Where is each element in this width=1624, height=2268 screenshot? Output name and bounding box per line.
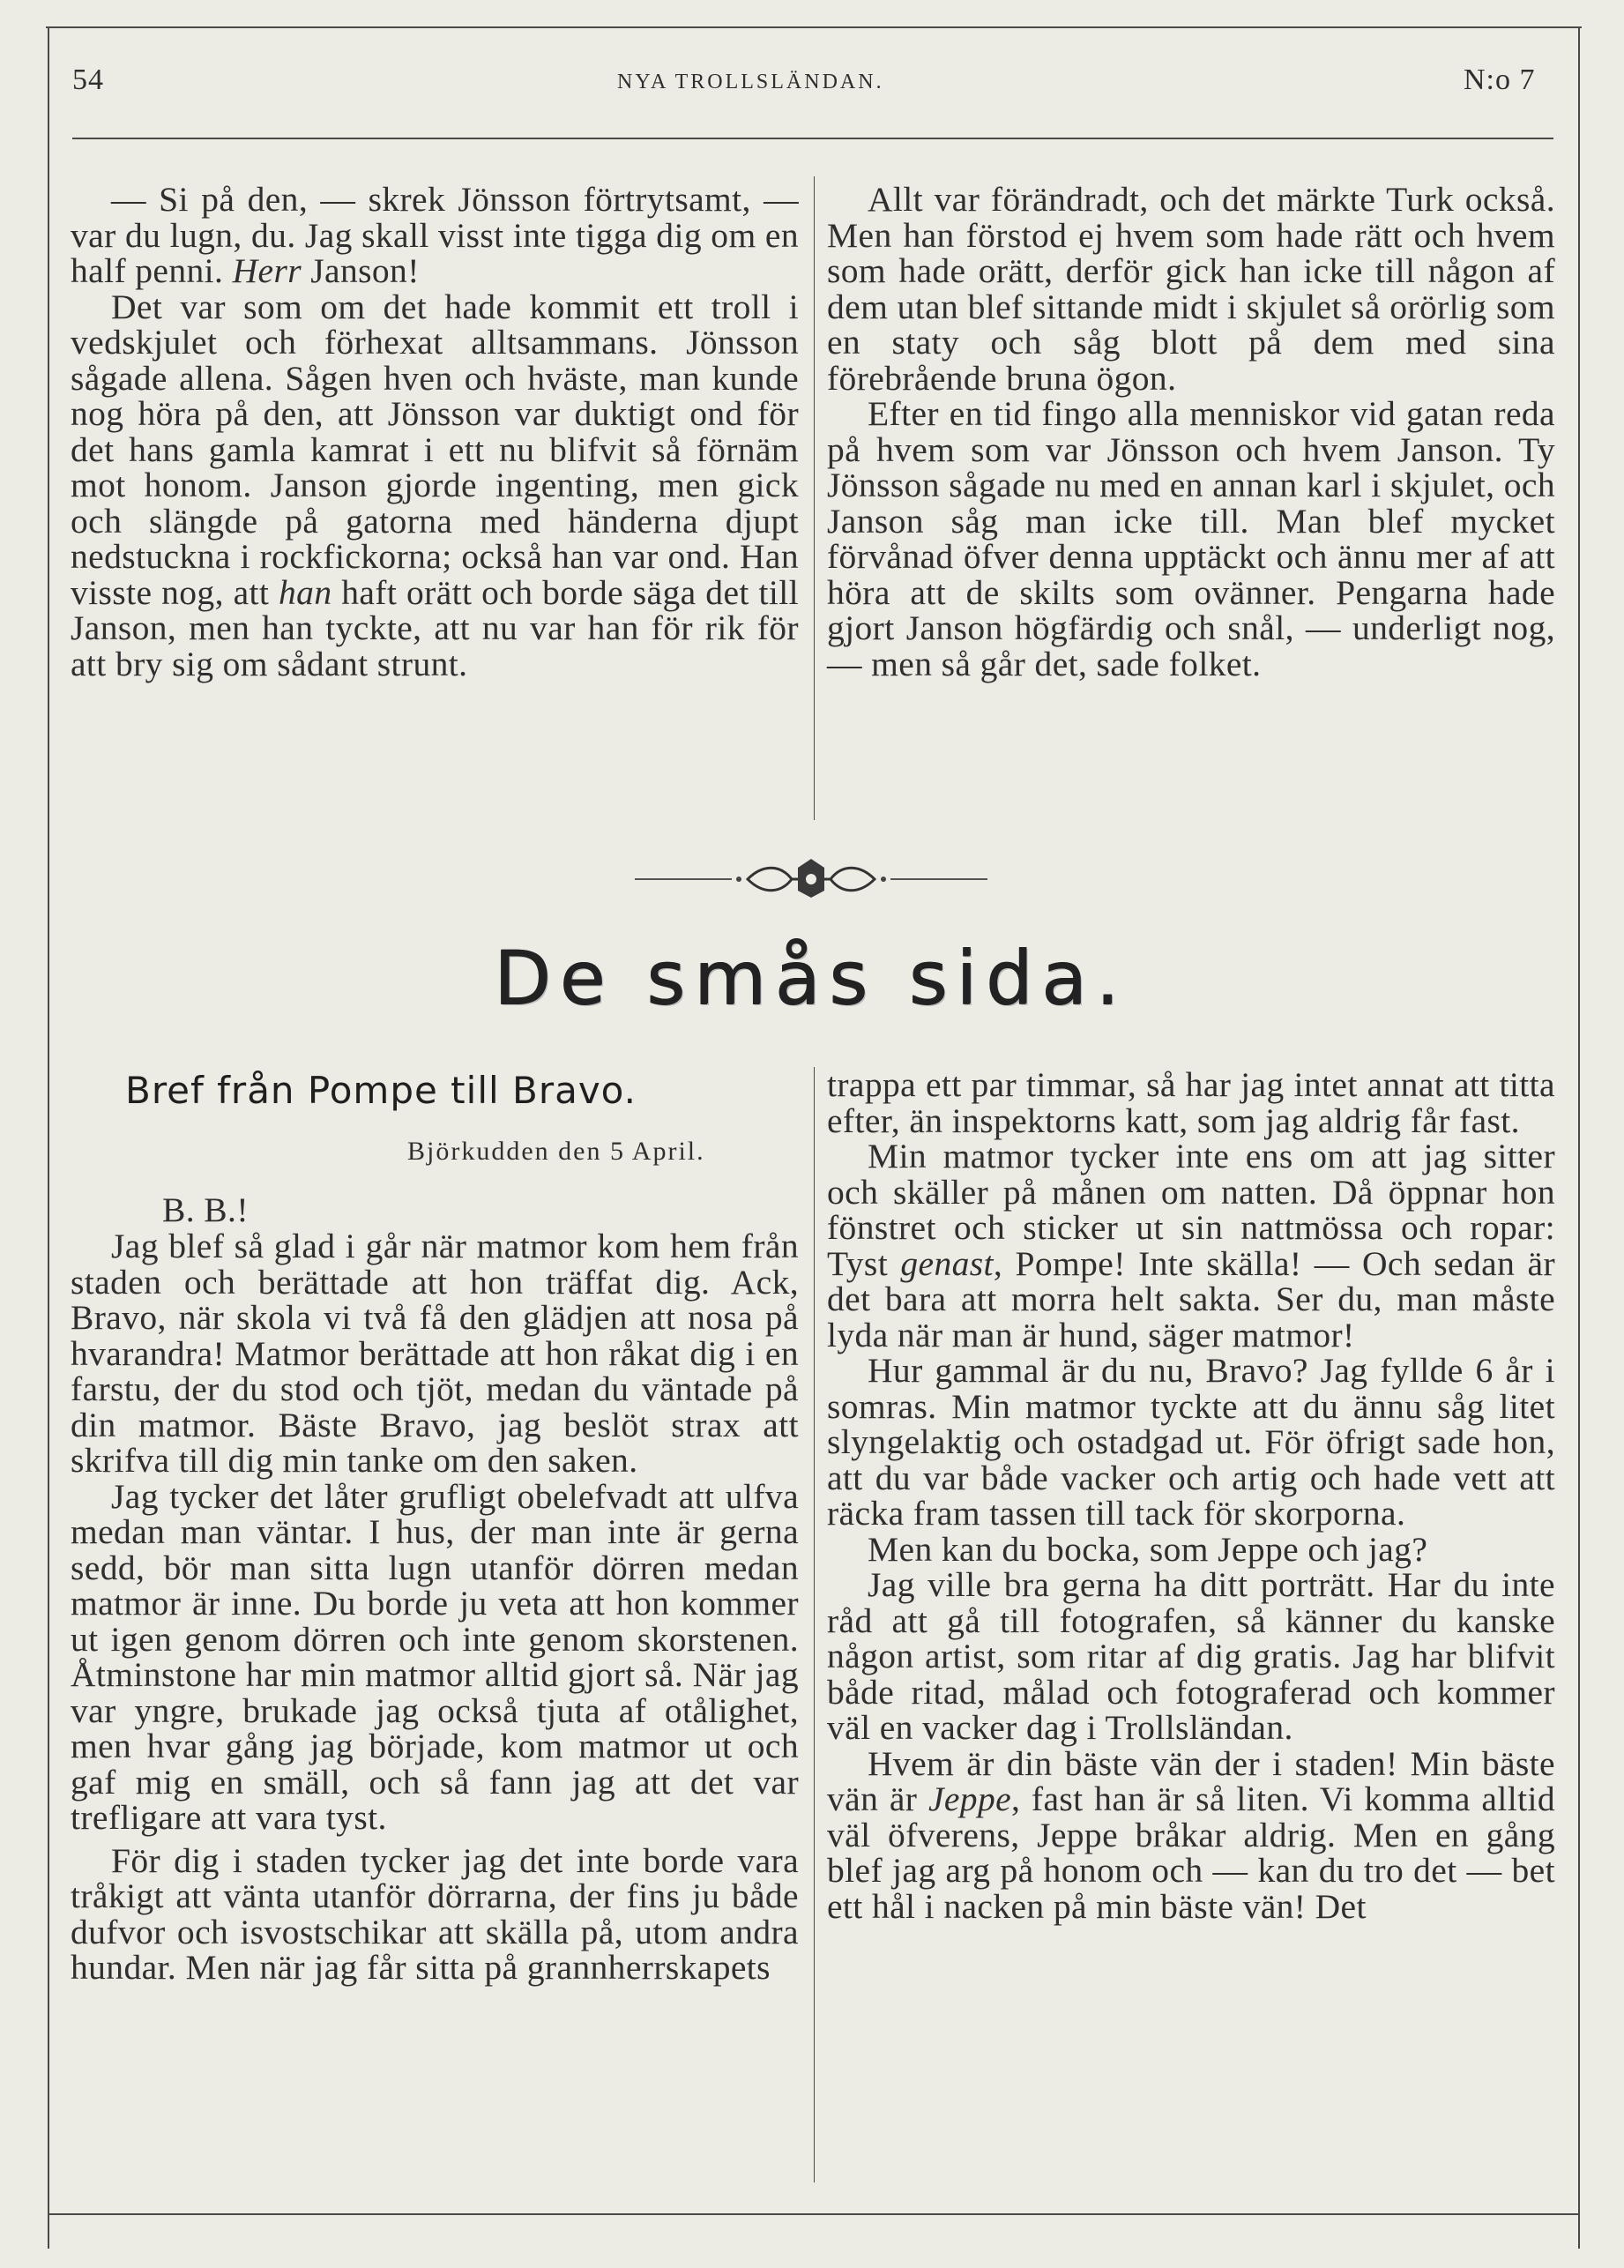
top-column-divider bbox=[814, 176, 815, 820]
letter-paragraph: Min matmor tycker inte ens om att jag sitter och skäller på månen om natten. Då öppnar hon fönstret och sticker ut sin nattmössa och ropar: Tyst genast, Pompe! Inte skälla! — Och sedan är det bara att morra helt sakta. Ser du, man måste lyda när man är hund, säger matmor! bbox=[827, 1137, 1556, 1354]
story-paragraph: Allt var förändradt, och det märkte Turk också. Men han förstod ej hvem som hade rätt och hvem som hade orätt, derför gick han icke till någon af dem utan blef sittande midt i skjulet så orörlig som en staty och såg blott på dem med sina förebrående bruna ögon. bbox=[827, 180, 1555, 398]
bottom-column-divider bbox=[814, 1067, 815, 2182]
story-paragraph: Det var som om det hade kommit ett troll i vedskjulet och förhexat alltsammans. Jönsson sågade allena. Sågen hven och hväste, man kunde nog höra på den, att Jönsson var duktigt ond för det hans gamla kamrat i ett nu blifvit så förnäm mot honom. Janson gjorde ingenting, men gick och slängde på gatorna med händerna djupt nedstuckna i rockfickorna; också han var ond. Han visste nog, att han haft orätt och borde säga det till Janson, men han tyckte, att nu var han för rik för att bry sig om sådant strunt. bbox=[71, 287, 800, 683]
issue-number: N:o 7 bbox=[1464, 63, 1536, 96]
letter-paragraph: Hvem är din bäste vän der i staden! Min bäste vän är Jeppe, fast han är så liten. Vi komma alltid väl öfverens, Jeppe bråkar aldrig. Men en gång blef jag arg på honom och — kan du tro det — bet ett hål i nacken på min bäste vän! Det bbox=[827, 1743, 1555, 1926]
letter-paragraph: Hur gammal är du nu, Bravo? Jag fyllde 6 år i somras. Min matmor tyckte att du ännu såg litet slyngelaktig och ostadgad ut. För öfrigt sade hon, att du var både vacker och artig och hade vett att räcka fram tassen till tack för skorporna. bbox=[827, 1351, 1555, 1533]
letter-salutation: B. B.! bbox=[162, 1190, 249, 1229]
left-border-rule bbox=[48, 26, 49, 2249]
letter-dateline: Björkudden den 5 April. bbox=[407, 1137, 705, 1166]
header-underline bbox=[72, 138, 1553, 139]
story-paragraph: Efter en tid fingo alla menniskor vid gatan reda på hvem som var Jönsson och hvem Janson. Ty Jönsson sågade nu med en annan karl i skjulet, och Janson såg man icke till. Man blef mycket förvånad öfver denna upptäckt och ännu mer af att höra att de skilts som ovänner. Pengarna hade gjort Janson högfärdig och snål, — underligt nog, — men så går det, sade folket. bbox=[827, 394, 1555, 683]
letter-right-column bbox=[827, 1067, 1555, 1924]
story-right-column bbox=[827, 182, 1555, 682]
journal-title: NYA TROLLSLÄNDAN. bbox=[617, 71, 884, 93]
letter-paragraph: Men kan du bocka, som Jeppe och jag? bbox=[868, 1529, 1428, 1569]
story-paragraph: — Si på den, — skrek Jönsson förtrytsamt, — var du lugn, du. Jag skall visst inte tigga dig om en half penni. Herr Janson! bbox=[71, 180, 799, 290]
letter-paragraph: trappa ett par timmar, så har jag intet annat att titta efter, än inspektorns katt, som jag aldrig får fast. bbox=[827, 1065, 1555, 1140]
right-border-rule bbox=[1578, 26, 1580, 2249]
letter-paragraph: För dig i staden tycker jag det inte borde vara tråkigt att vänta utanför dörrarna, der fins ju både dufvor och isvostschikar att skälla på, utom andra hundar. Men när jag får sitta på grannherrskapets bbox=[71, 1840, 799, 1987]
letter-paragraph: Jag tycker det låter grufligt obelefvadt att ulfva medan man väntar. I hus, der man inte är gerna sedd, bör man sitta lugn utanför dörren medan matmor är inne. Du borde ju veta att hon kommer ut igen genom dörren och inte genom skorstenen. Åtminstone har min matmor alltid gjort så. När jag var yngre, brukade jag också tjuta af otålighet, men hvar gång jag började, kom matmor ut och gaf mig en smäll, och så fann jag att det var trefligare att vara tyst. bbox=[71, 1476, 799, 1837]
ornamental-divider bbox=[635, 855, 987, 899]
top-border-rule bbox=[46, 26, 1582, 28]
section-title: De smås sida. bbox=[494, 935, 1129, 1021]
story-left-column bbox=[71, 182, 799, 682]
letter-title: Bref från Pompe till Bravo. bbox=[125, 1069, 637, 1112]
letter-left-column bbox=[71, 1228, 799, 1986]
letter-paragraph: Jag ville bra gerna ha ditt porträtt. Har du inte råd att gå till fotografen, så känner du kanske någon artist, som ritar af dig gratis. Jag har blifvit både ritad, målad och fotograferad och kommer väl en vacker dag i Trollsländan. bbox=[827, 1565, 1555, 1747]
bottom-border-rule bbox=[48, 2213, 1580, 2215]
page-number: 54 bbox=[72, 63, 104, 96]
letter-paragraph: Jag blef så glad i går när matmor kom hem från staden och berättade att hon träffat dig. Ack, Bravo, när skola vi två få den glädjen att nosa på hvarandra! Matmor berättade att hon råkat dig i en farstu, der du stod och tjöt, medan du väntade på din matmor. Bäste Bravo, jag beslöt strax att skrifva till dig min tanke om den saken. bbox=[71, 1227, 799, 1480]
